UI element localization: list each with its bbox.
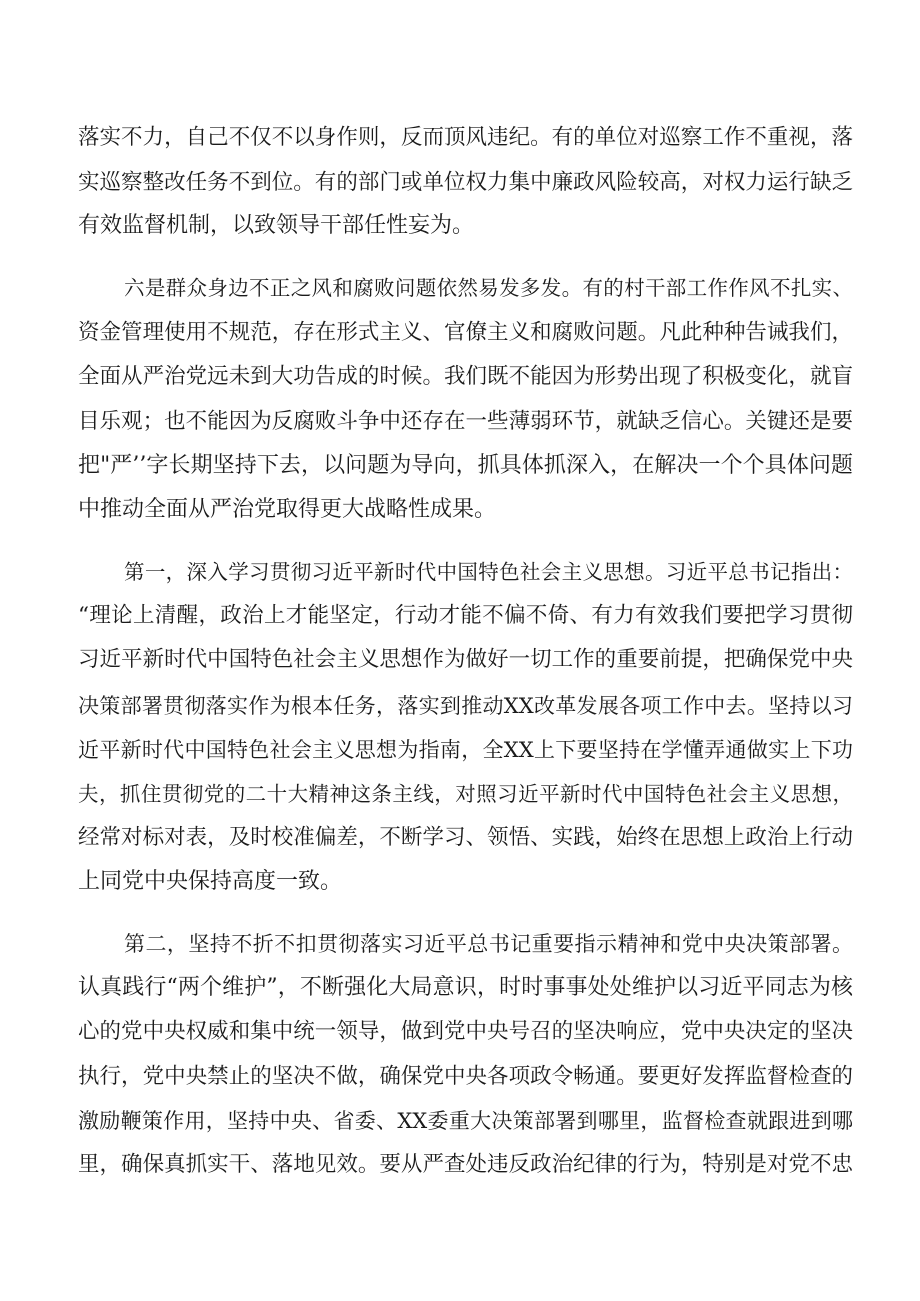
text-line: 中推动全面从严治党取得更大战略性成果。 (78, 497, 497, 522)
text-line: 把"严’’字长期坚持下去，以问题为导向，抓具体抓深入，在解决一个个具体问题 (78, 453, 853, 478)
text-line: 落实不力，自己不仅不以身作则，反而顶风违纪。有的单位对巡察工作不重视，落 (78, 125, 853, 150)
text-line: 认真践行“两个维护”，不断强化大局意识，时时事事处处维护以习近平同志为核 (78, 975, 853, 1000)
text-line: 全面从严治党远未到大功告成的时候。我们既不能因为形势出现了积极变化，就盲 (78, 364, 853, 389)
text-line: 目乐观；也不能因为反腐败斗争中还存在一些薄弱环节，就缺乏信心。关键还是要 (78, 409, 853, 434)
text-line: 有效监督机制，以致领导干部任性妄为。 (78, 213, 475, 238)
text-line: 近平新时代中国特色社会主义思想为指南，全XX上下要坚持在学懂弄通做实上下功 (78, 738, 853, 762)
text-line: 决策部署贯彻落实作为根本任务，落实到推动XX改革发展各项工作中去。坚持以习 (78, 694, 853, 718)
text-line: 夫，抓住贯彻党的二十大精神这条主线，对照习近平新时代中国特色社会主义思想， (78, 782, 853, 806)
text-line: 习近平新时代中国特色社会主义思想作为做好一切工作的重要前提，把确保党中央 (78, 647, 853, 672)
text-line: 里，确保真抓实干、落地见效。要从严查处违反政治纪律的行为，特别是对党不忠 (78, 1152, 853, 1177)
text-line: 六是群众身边不正之风和腐败问题依然易发多发。有的村干部工作作风不扎实、 (124, 276, 853, 300)
text-line: 执行，党中央禁止的坚决不做，确保党中央各项政令畅通。要更好发挥监督检查的 (78, 1064, 853, 1089)
text-line: 心的党中央权威和集中统一领导，做到党中央号召的坚决响应，党中央决定的坚决 (78, 1019, 853, 1044)
text-line: 上同党中央保持高度一致。 (78, 869, 343, 894)
text-line: 第一，深入学习贯彻习近平新时代中国特色社会主义思想。习近平总书记指出： (124, 560, 853, 584)
text-line: 实巡察整改任务不到位。有的部门或单位权力集中廉政风险较高，对权力运行缺乏 (78, 170, 853, 195)
text-line: 第二，坚持不折不扣贯彻落实习近平总书记重要指示精神和党中央决策部署。 (124, 932, 853, 956)
text-line: 经常对标对表，及时校准偏差，不断学习、领悟、实践，始终在思想上政治上行动 (78, 825, 853, 850)
text-line: 激励鞭策作用，坚持中央、省委、XX委重大决策部署到哪里，监督检查就跟进到哪 (78, 1109, 853, 1133)
text-line: 资金管理使用不规范，存在形式主义、官僚主义和腐败问题。凡此种种告诫我们， (78, 320, 853, 345)
text-line: “理论上清醒，政治上才能坚定，行动才能不偏不倚、有力有效我们要把学习贯彻 (78, 603, 853, 628)
